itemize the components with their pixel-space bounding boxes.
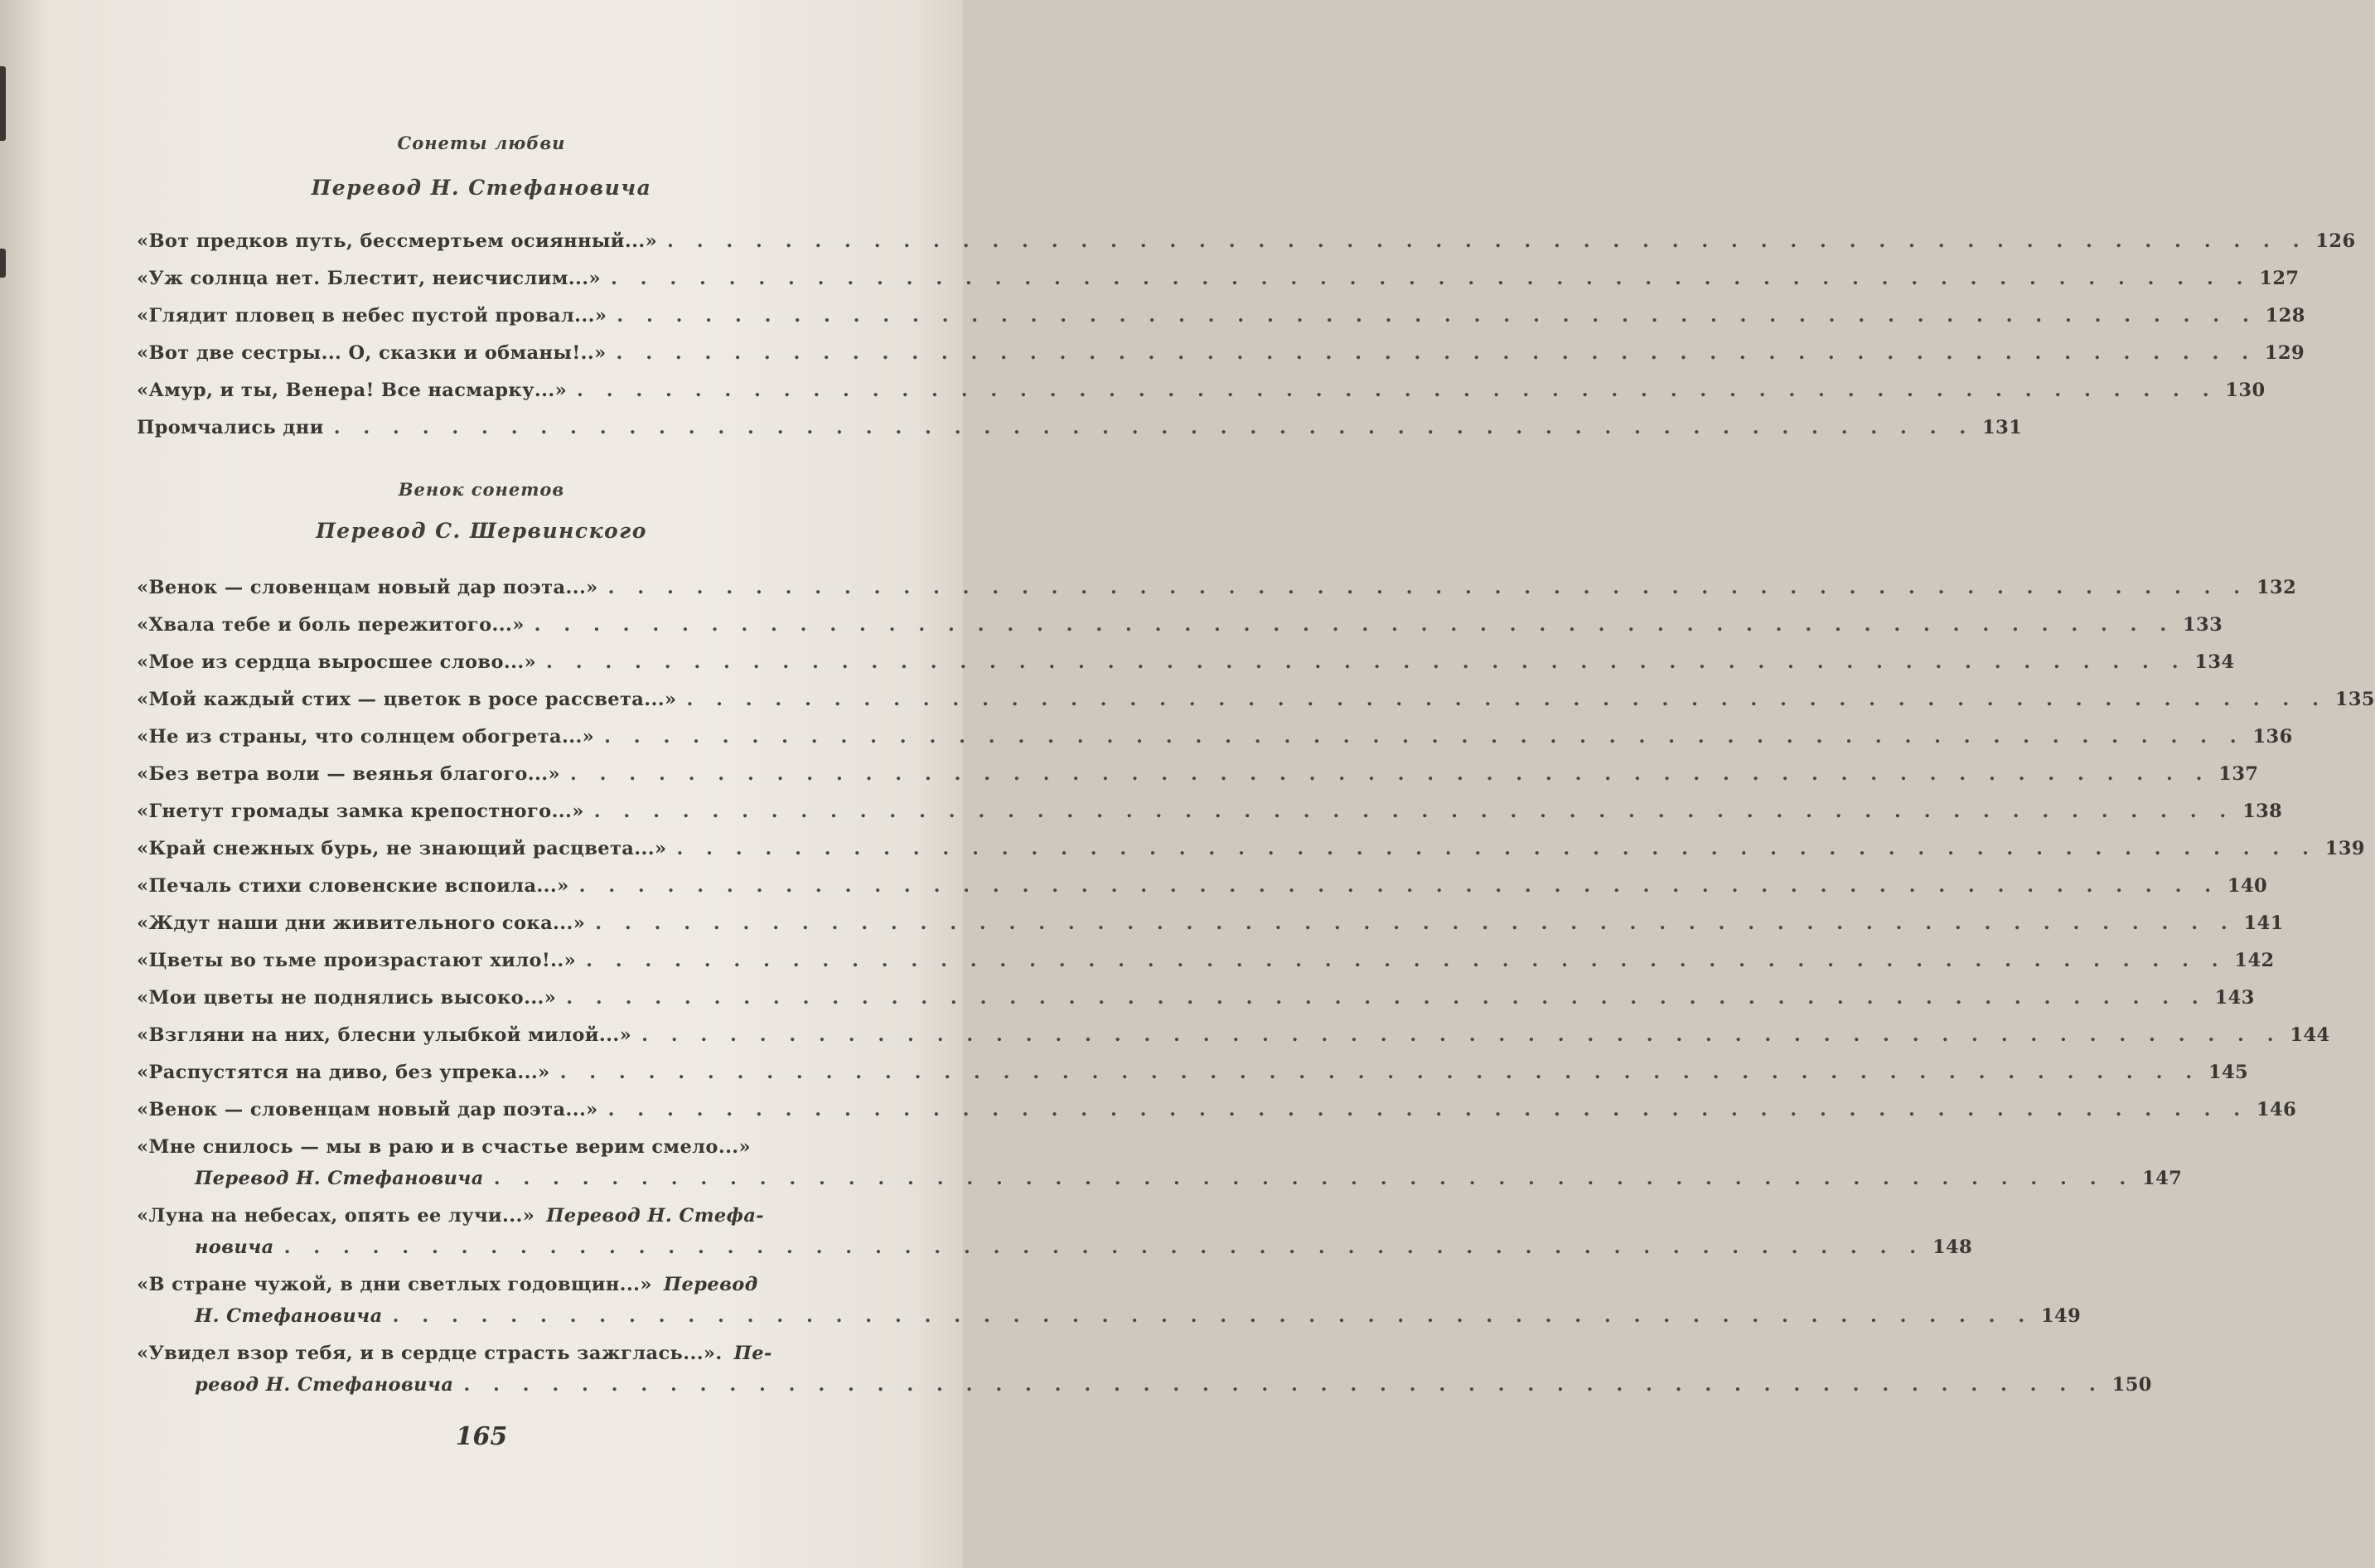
dot-leader <box>608 1094 2249 1125</box>
entry-translator: Перевод Н. Стефа- <box>546 1205 765 1227</box>
entry-title: «Венок — словенцам новый дар поэта...» <box>137 1099 598 1120</box>
dot-leader <box>586 945 2227 976</box>
entry-title: «Вот предков путь, бессмертьем осиянный...» <box>137 230 658 252</box>
page-number: 131 <box>1982 417 2023 438</box>
dot-leader <box>617 300 2257 332</box>
entry-title: «Мое из сердца выросшее слово...» <box>137 651 537 673</box>
dot-leader <box>570 758 2211 790</box>
dot-leader <box>393 1300 2034 1332</box>
toc-entry <box>137 982 2255 1019</box>
page-number: 144 <box>2290 1024 2330 1046</box>
entry-title: «Уж солнца нет. Блестит, неисчислим...» <box>137 268 601 289</box>
entry-translator-cont: ревод Н. Стефановича <box>195 1374 454 1396</box>
page-number: 130 <box>2225 380 2266 401</box>
page-number: 138 <box>2242 801 2283 822</box>
toc-entry <box>137 721 2293 758</box>
page-number: 147 <box>2142 1168 2183 1189</box>
entry-title: «Не из страны, что солнцем обогрета...» <box>137 726 595 748</box>
dot-leader <box>577 375 2218 406</box>
page-number: 142 <box>2234 950 2275 971</box>
entry-title: «Без ветра воли — веянья благого...» <box>137 763 560 785</box>
dot-leader <box>595 907 2236 939</box>
dot-leader <box>667 225 2308 257</box>
page-number: 139 <box>2324 838 2365 859</box>
entry-title: «Глядит пловец в небес пустой провал...» <box>137 305 607 327</box>
entry-translator-cont: Н. Стефановича <box>195 1305 383 1327</box>
section-title: Сонеты любви <box>397 133 566 153</box>
entry-title: «Распустятся на диво, без упрека...» <box>137 1062 550 1083</box>
toc-entry <box>137 1094 2297 1131</box>
toc-list <box>137 572 2375 1406</box>
entry-title: «Венок — словенцам новый дар поэта...» <box>137 577 598 598</box>
page-number: 145 <box>2208 1062 2249 1083</box>
toc-entry <box>137 412 2023 449</box>
entry-title: «Мои цветы не поднялись высоко...» <box>137 987 557 1009</box>
toc-entry <box>137 870 2268 907</box>
page-number: 134 <box>2194 651 2235 673</box>
entry-translator: Перевод <box>663 1274 758 1295</box>
binding-edge-mark <box>0 249 6 278</box>
toc-entry <box>137 375 2266 412</box>
toc-entry <box>137 907 2284 945</box>
dot-leader <box>566 982 2207 1014</box>
dot-leader <box>579 870 2220 902</box>
entry-translator: Перевод Н. Стефановича <box>195 1168 484 1189</box>
section-translator: Перевод Н. Стефановича <box>311 176 652 200</box>
entry-title: «Луна на небесах, опять ее лучи...» <box>137 1205 535 1227</box>
toc-entry <box>137 646 2235 684</box>
dot-leader <box>611 263 2252 294</box>
dot-leader <box>463 1369 2104 1401</box>
dot-leader <box>676 833 2317 864</box>
dot-leader <box>608 572 2249 603</box>
toc-entry-multiline <box>137 1338 2152 1406</box>
dot-leader <box>617 337 2257 369</box>
dot-leader <box>546 646 2187 678</box>
page-number: 149 <box>2040 1305 2082 1327</box>
page-number: 135 <box>2334 689 2375 710</box>
page-number: 148 <box>1932 1236 1973 1258</box>
entry-title: Промчались дни <box>137 417 324 438</box>
entry-title: «Ждут наши дни живительного сока...» <box>137 912 586 934</box>
page-number: 126 <box>2315 230 2356 252</box>
entry-translator-cont: новича <box>195 1236 274 1258</box>
page-number: 141 <box>2243 912 2284 934</box>
toc-entry <box>137 337 2305 375</box>
toc-entry <box>137 300 2305 337</box>
toc-entry <box>137 796 2283 833</box>
dot-leader <box>604 721 2245 753</box>
toc-entry-multiline <box>137 1200 1973 1269</box>
entry-title-wrapper <box>137 1338 772 1369</box>
page-number: 133 <box>2183 614 2223 636</box>
page-number: 146 <box>2256 1099 2297 1120</box>
page-number: 132 <box>2256 577 2297 598</box>
entry-title: «Цветы во тьме произрастают хило!..» <box>137 950 577 971</box>
entry-title: «Взгляни на них, блесни улыбкой милой...» <box>137 1024 632 1046</box>
toc-entry <box>137 572 2297 609</box>
toc-entry <box>137 1019 2330 1057</box>
entry-title: «Вот две сестры... О, сказки и обманы!..» <box>137 342 607 364</box>
entry-title: «Увидел взор тебя, и в сердце страсть зажглась...». <box>137 1343 723 1364</box>
toc-entry <box>137 758 2259 796</box>
page-number: 136 <box>2252 726 2293 748</box>
dot-leader <box>494 1163 2135 1194</box>
page-folio-number: 165 <box>455 1422 508 1451</box>
page-number: 143 <box>2214 987 2255 1009</box>
toc-entry <box>137 1057 2249 1094</box>
toc-entry <box>137 225 2356 263</box>
toc-entry <box>137 945 2275 982</box>
entry-title-wrapper <box>137 1269 758 1300</box>
entry-title-wrapper <box>137 1200 764 1232</box>
dot-leader <box>641 1019 2282 1051</box>
section-translator: Перевод С. Шервинского <box>316 519 647 543</box>
dot-leader <box>686 684 2327 715</box>
toc-entry <box>137 609 2223 646</box>
entry-translator: Пе- <box>733 1343 772 1364</box>
binding-edge-mark <box>0 66 6 141</box>
dot-leader <box>334 412 1975 443</box>
dot-leader <box>284 1232 1925 1263</box>
dot-leader <box>594 796 2235 827</box>
entry-title: «Амур, и ты, Венера! Все насмарку...» <box>137 380 568 401</box>
dot-leader <box>560 1057 2201 1088</box>
entry-title: «Печаль стихи словенские вспоила...» <box>137 875 569 897</box>
page-number: 128 <box>2265 305 2305 327</box>
page-number: 127 <box>2259 268 2300 289</box>
entry-title: «Хвала тебе и боль пережитого...» <box>137 614 525 636</box>
toc-entry <box>137 833 2365 870</box>
dot-leader <box>534 609 2175 641</box>
page-number: 129 <box>2264 342 2305 364</box>
toc-entry-multiline <box>137 1131 2183 1200</box>
entry-title: «Мой каждый стих — цветок в росе рассвета...» <box>137 689 677 710</box>
toc-entry-multiline <box>137 1269 2082 1338</box>
entry-title: «В стране чужой, в дни светлых годовщин...» <box>137 1274 652 1295</box>
toc-entry <box>137 263 2300 300</box>
section-title: Венок сонетов <box>398 479 565 500</box>
page-number: 140 <box>2227 875 2268 897</box>
entry-title: «Край снежных бурь, не знающий расцвета...» <box>137 838 667 859</box>
entry-title: «Гнетут громады замка крепостного...» <box>137 801 584 822</box>
page-number: 137 <box>2218 763 2259 785</box>
toc-entry <box>137 684 2375 721</box>
entry-title: «Мне снилось — мы в раю и в счастье верим смело...» <box>137 1136 752 1158</box>
toc-list <box>137 225 2356 449</box>
page-number: 150 <box>2111 1374 2152 1396</box>
